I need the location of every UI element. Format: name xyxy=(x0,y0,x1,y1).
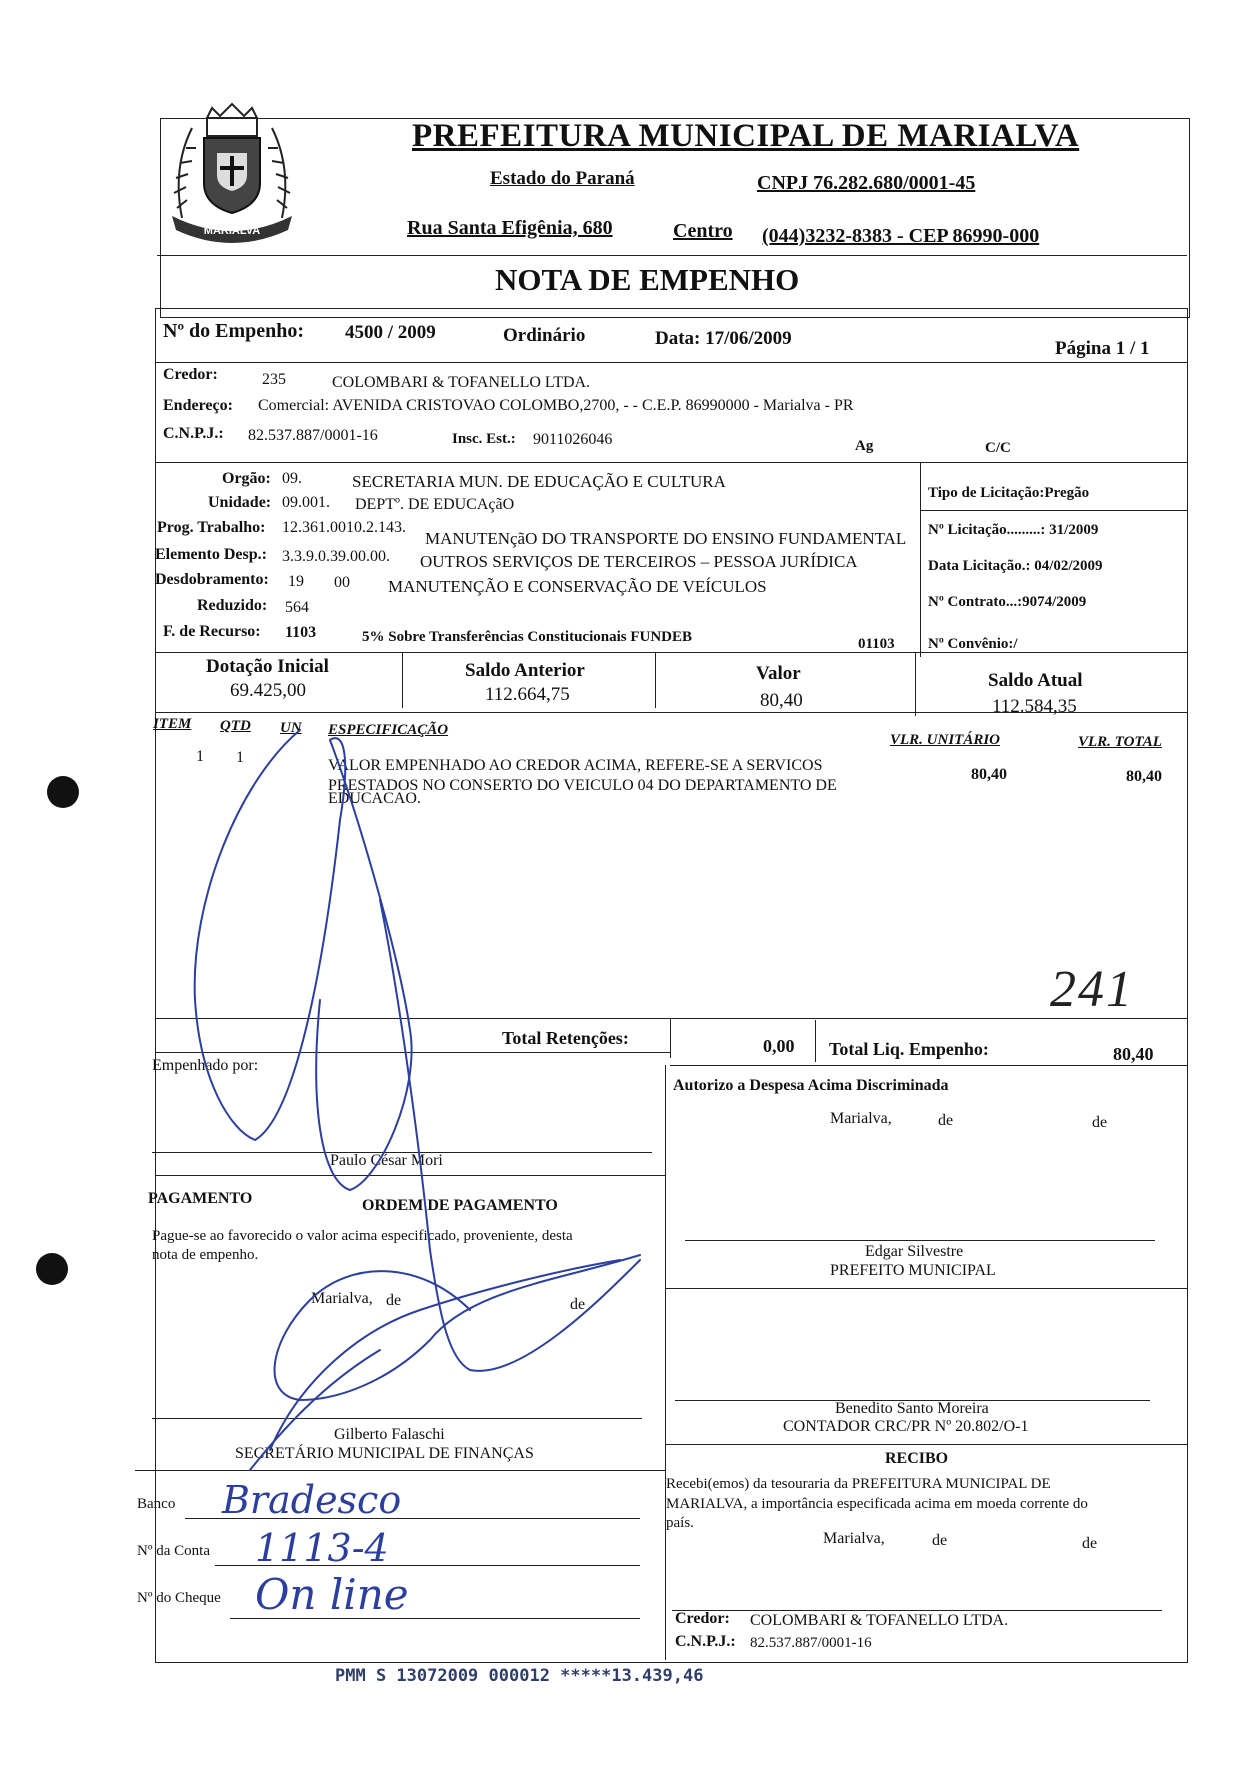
elemento-code: 3.3.9.0.39.00.00. xyxy=(282,548,390,565)
empenho-type: Ordinário xyxy=(503,325,586,346)
header-street: Rua Santa Efigênia, 680 xyxy=(407,217,613,239)
autorizo-de-2: de xyxy=(1092,1114,1108,1131)
cnpj-label: C.N.P.J.: xyxy=(163,425,224,442)
valor-value: 80,40 xyxy=(760,690,803,711)
prog-code: 12.361.0010.2.143. xyxy=(282,519,406,536)
row-vlr-total: 80,40 xyxy=(1126,768,1162,785)
recibo-text-1: Recebi(emos) da tesouraria da PREFEITURA MUNICIPAL DE xyxy=(666,1476,1051,1492)
bank-account-label: C/C xyxy=(985,440,1011,456)
seal-banner-text: MARIALVA xyxy=(203,225,261,237)
orgao-label: Orgão: xyxy=(222,470,271,487)
empenho-date: Data: 17/06/2009 xyxy=(655,328,792,349)
page-indicator: Página 1 / 1 xyxy=(1055,338,1150,359)
prefeito-name: Edgar Silvestre xyxy=(865,1243,964,1260)
dotacao-inicial-label: Dotação Inicial xyxy=(206,656,329,677)
row-spec-line-2: PRESTADOS NO CONSERTO DO VEICULO 04 DO DEPARTAMENTO DE xyxy=(328,777,837,794)
cheque-value: On line xyxy=(255,1570,409,1619)
banco-label: Banco xyxy=(137,1496,176,1512)
valor-label: Valor xyxy=(756,663,801,684)
prefeito-role: PREFEITO MUNICIPAL xyxy=(830,1262,996,1279)
row-spec-line-3: EDUCACAO. xyxy=(328,790,421,807)
unidade-name: DEPTº. DE EDUCAçãO xyxy=(355,496,515,513)
pagamento-de-1: de xyxy=(386,1292,402,1309)
bank-agency-label: Ag xyxy=(855,438,874,454)
col-especificacao: ESPECIFICAÇÃO xyxy=(328,722,449,738)
recurso-label: F. de Recurso: xyxy=(163,623,261,640)
total-liquido-value: 80,40 xyxy=(1113,1044,1154,1064)
credor-insc: 9011026046 xyxy=(533,431,613,448)
saldo-atual-label: Saldo Atual xyxy=(988,670,1083,691)
credor-code: 235 xyxy=(262,371,286,388)
bank-stamp: PMM S 13072009 000012 *****13.439,46 xyxy=(335,1666,704,1686)
header-cnpj: CNPJ 76.282.680/0001-45 xyxy=(757,172,976,194)
reduzido-value: 564 xyxy=(285,599,309,616)
document-title: NOTA DE EMPENHO xyxy=(495,262,800,297)
recibo-title: RECIBO xyxy=(885,1450,949,1467)
ordem-pagamento-label: ORDEM DE PAGAMENTO xyxy=(362,1197,558,1214)
header-district: Centro xyxy=(673,220,733,242)
convenio-numero: Nº Convênio:/ xyxy=(928,636,1018,652)
recibo-cnpj-value: 82.537.887/0001-16 xyxy=(750,1635,872,1651)
credor-address: Comercial: AVENIDA CRISTOVAO COLOMBO,2700, - - C.E.P. 86990000 - Marialva - PR xyxy=(258,397,854,414)
recibo-text-2: MARIALVA, a importância especificada acima em moeda corrente do xyxy=(666,1496,1088,1512)
header-title: PREFEITURA MUNICIPAL DE MARIALVA xyxy=(412,118,1080,154)
header-phone-cep: (044)3232-8383 - CEP 86990-000 xyxy=(762,225,1040,247)
row-vlr-unitario: 80,40 xyxy=(971,766,1007,783)
desdobramento-sub: 00 xyxy=(334,574,350,591)
empenho-number: 4500 / 2009 xyxy=(345,322,436,343)
recibo-text-3: país. xyxy=(666,1515,694,1531)
elemento-name: OUTROS SERVIÇOS DE TERCEIROS – PESSOA JURÍDICA xyxy=(420,552,858,571)
unidade-code: 09.001. xyxy=(282,494,330,511)
empenhado-por-name: Paulo César Mori xyxy=(330,1152,443,1169)
header-state: Estado do Paraná xyxy=(490,168,635,189)
conta-label: Nº da Conta xyxy=(137,1543,210,1559)
pagamento-label: PAGAMENTO xyxy=(148,1190,253,1207)
pagamento-de-2: de xyxy=(570,1296,586,1313)
contador-role: CONTADOR CRC/PR Nº 20.802/O-1 xyxy=(783,1418,1029,1435)
recibo-credor-value: COLOMBARI & TOFANELLO LTDA. xyxy=(750,1612,1009,1629)
credor-cnpj: 82.537.887/0001-16 xyxy=(248,427,378,444)
empenhado-por-label: Empenhado por: xyxy=(152,1057,259,1074)
recurso-code-2: 01103 xyxy=(858,636,895,652)
col-vlr-unitario: VLR. UNITÁRIO xyxy=(890,732,1001,748)
saldo-anterior-label: Saldo Anterior xyxy=(465,660,585,681)
empenho-number-label: Nº do Empenho: xyxy=(163,320,305,342)
recurso-name: 5% Sobre Transferências Constitucionais FUNDEB xyxy=(362,629,693,645)
signature-stroke xyxy=(316,740,411,1190)
autorizo-de-1: de xyxy=(938,1112,954,1129)
cheque-label: Nº do Cheque xyxy=(137,1590,221,1606)
signature-stroke xyxy=(195,730,346,1140)
licitacao-tipo: Tipo de Licitação:Pregão xyxy=(928,485,1090,501)
insc-label: Insc. Est.: xyxy=(452,431,516,447)
col-un: UN xyxy=(280,720,302,736)
orgao-name: SECRETARIA MUN. DE EDUCAÇÃO E CULTURA xyxy=(352,472,726,491)
unidade-label: Unidade: xyxy=(208,494,272,511)
desdobramento-code: 19 xyxy=(288,573,304,590)
prog-name: MANUTENçãO DO TRANSPORTE DO ENSINO FUNDAMENTAL xyxy=(425,529,907,548)
recibo-city: Marialva, xyxy=(823,1530,885,1547)
autorizo-text: Autorizo a Despesa Acima Discriminada xyxy=(673,1077,949,1094)
banco-value: Bradesco xyxy=(222,1478,402,1522)
handwritten-number: 241 xyxy=(1050,961,1134,1018)
orgao-code: 09. xyxy=(282,470,302,487)
licitacao-data: Data Licitação.: 04/02/2009 xyxy=(928,558,1103,574)
signature-stroke xyxy=(275,1255,640,1400)
recibo-de-2: de xyxy=(1082,1535,1098,1552)
prog-label: Prog. Trabalho: xyxy=(157,519,266,536)
credor-label: Credor: xyxy=(163,366,218,383)
col-item: ITEM xyxy=(153,716,192,732)
total-retencoes-label: Total Retenções: xyxy=(502,1028,629,1048)
desdobramento-name: MANUTENÇÃO E CONSERVAÇÃO DE VEÍCULOS xyxy=(388,577,767,596)
desdobramento-label: Desdobramento: xyxy=(155,571,269,588)
elemento-label: Elemento Desp.: xyxy=(155,546,267,563)
saldo-atual-value: 112.584,35 xyxy=(992,696,1077,717)
licitacao-numero: Nº Licitação.........: 31/2009 xyxy=(928,522,1099,538)
address-label: Endereço: xyxy=(163,397,233,414)
secretario-role: SECRETÁRIO MUNICIPAL DE FINANÇAS xyxy=(235,1445,534,1462)
conta-value: 1113-4 xyxy=(255,1526,389,1570)
credor-name: COLOMBARI & TOFANELLO LTDA. xyxy=(332,374,591,391)
autorizo-city: Marialva, xyxy=(830,1110,892,1127)
pagamento-city: Marialva, xyxy=(311,1290,373,1307)
recibo-credor-label: Credor: xyxy=(675,1610,730,1627)
contador-name: Benedito Santo Moreira xyxy=(835,1400,989,1417)
saldo-anterior-value: 112.664,75 xyxy=(485,684,570,705)
row-spec-line-1: VALOR EMPENHADO AO CREDOR ACIMA, REFERE-SE A SERVICOS xyxy=(328,757,823,774)
contrato-numero: Nº Contrato...:9074/2009 xyxy=(928,594,1087,610)
dotacao-inicial-value: 69.425,00 xyxy=(230,680,306,701)
pagamento-text-2: nota de empenho. xyxy=(152,1247,259,1263)
reduzido-label: Reduzido: xyxy=(197,597,268,614)
total-liquido-label: Total Liq. Empenho: xyxy=(829,1039,989,1059)
row-item: 1 xyxy=(196,748,204,765)
secretario-name: Gilberto Falaschi xyxy=(334,1426,445,1443)
recurso-code: 1103 xyxy=(285,624,317,641)
total-retencoes-value: 0,00 xyxy=(763,1036,795,1056)
signature-stroke xyxy=(250,1350,380,1470)
col-vlr-total: VLR. TOTAL xyxy=(1078,734,1162,750)
col-qtd: QTD xyxy=(220,718,251,734)
pagamento-text-1: Pague-se ao favorecido o valor acima especificado, proveniente, desta xyxy=(152,1228,573,1244)
recibo-cnpj-label: C.N.P.J.: xyxy=(675,1633,736,1650)
signature-stroke xyxy=(380,900,640,1371)
row-qtd: 1 xyxy=(236,749,244,766)
recibo-de-1: de xyxy=(932,1532,948,1549)
